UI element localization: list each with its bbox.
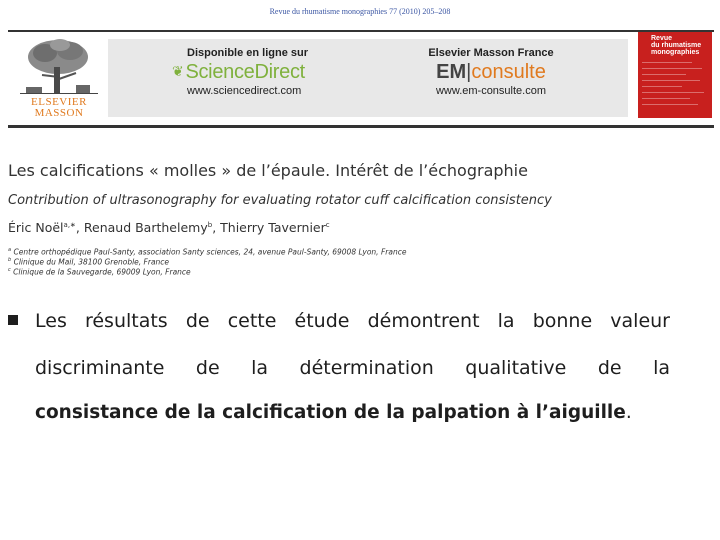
author-separator: , [75, 220, 84, 235]
bullet-text-end: . [625, 402, 632, 423]
journal-cover-title [651, 35, 701, 56]
journal-cover-line [642, 80, 700, 81]
journal-cover-line [642, 92, 704, 93]
emconsulte-brand-em: EM [436, 61, 467, 83]
author-affiliation-marker: c [325, 220, 330, 229]
journal-cover-line [642, 68, 702, 69]
sciencedirect-title: Disponible en ligne sur [187, 47, 309, 59]
journal-cover-line [642, 98, 690, 99]
author-affiliation-marker: b [207, 220, 213, 229]
emconsulte-brand-rest: consulte [471, 61, 546, 83]
journal-cover-title-line1: Revue [651, 35, 673, 42]
journal-cover-line [642, 62, 692, 63]
sciencedirect-brand-text: ScienceDirect [185, 61, 305, 83]
bullet-text-bold: consistance de la calcification de la palpation à l’aiguille [35, 402, 626, 423]
journal-cover-line [642, 104, 698, 105]
emconsulte-brand [416, 61, 566, 84]
emconsulte-brand-divider: | [466, 61, 472, 83]
affiliation [8, 247, 406, 257]
sciencedirect-url[interactable]: www.sciencedirect.com [187, 85, 302, 97]
journal-cover-line [642, 86, 682, 87]
journal-cover-line [642, 74, 686, 75]
elsevier-logo-line2: MASSON [34, 107, 84, 119]
journal-cover-title-line3: monographies [651, 49, 700, 56]
emconsulte-block [416, 47, 566, 97]
article-subtitle: Contribution of ultrasonography for evaluating rotator cuff calcification consistency [8, 193, 552, 208]
affiliation-text: Clinique du Mail, 38100 Grenoble, France [13, 257, 170, 267]
journal-citation: Revue du rhumatisme monographies 77 (2010) 205–208 [269, 7, 451, 16]
author-affiliation-marker: a,∗ [63, 220, 76, 229]
journal-cover [638, 32, 712, 118]
elsevier-logo [20, 37, 98, 121]
author-list [8, 220, 330, 235]
emconsulte-title: Elsevier Masson France [428, 47, 554, 59]
bullet-text-line2: discriminante de la détermination qualitative de la [35, 357, 670, 379]
elsevier-logo-line1: ELSEVIER [31, 96, 87, 108]
author-name: Éric Noël [8, 220, 64, 235]
journal-cover-title-line2: du rhumatisme [651, 42, 702, 49]
bullet-text-line3 [35, 402, 632, 423]
affiliation-marker: b [8, 257, 12, 263]
affiliation-marker: a [8, 247, 12, 253]
bullet-text-line1: Les résultats de cette étude démontrent la bonne valeur [35, 310, 670, 332]
affiliation-text: Centre orthopédique Paul-Santy, association Santy sciences, 24, avenue Paul-Santy, 69008 Lyon, France [13, 247, 407, 257]
bullet-square-icon [8, 315, 18, 325]
author-name: Renaud Barthelemy [83, 220, 208, 235]
sciencedirect-leaf-icon: ❦ [172, 63, 184, 79]
author-separator: , [212, 220, 221, 235]
article-title: Les calcifications « molles » de l’épaule. Intérêt de l’échographie [8, 161, 528, 180]
sciencedirect-block [172, 47, 372, 97]
author-name: Thierry Tavernier [220, 220, 326, 235]
elsevier-tree-icon [20, 37, 98, 95]
header-top-rule [8, 30, 714, 32]
emconsulte-url[interactable]: www.em-consulte.com [435, 85, 547, 97]
affiliation-text: Clinique de la Sauvegarde, 69009 Lyon, France [13, 267, 191, 277]
affiliation [8, 257, 169, 267]
header-bottom-rule [8, 125, 714, 128]
affiliation-marker: c [8, 267, 11, 273]
sciencedirect-brand [172, 61, 372, 84]
affiliation [8, 267, 191, 277]
